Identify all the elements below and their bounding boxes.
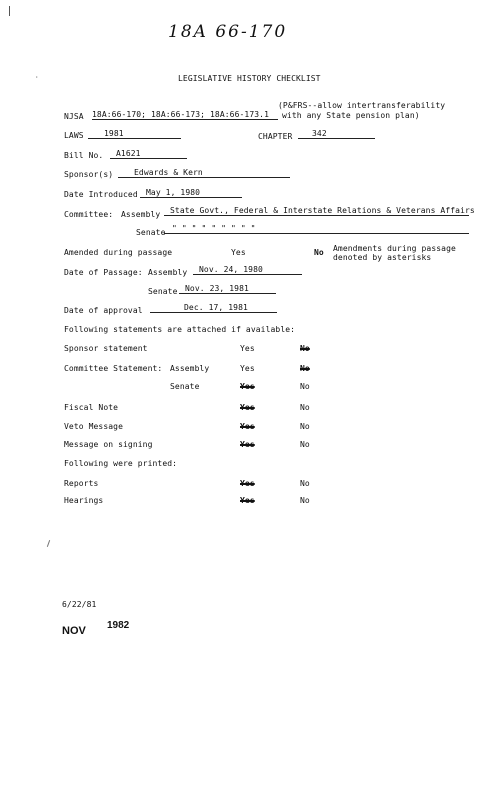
amended-label: Amended during passage xyxy=(64,248,173,257)
committee-senate-value: " " " " " " " " " xyxy=(164,224,469,234)
committee-assembly-value: State Govt., Federal & Interstate Relations & Veterans Affairs xyxy=(164,206,469,216)
njsa-value: 18A:66-170; 18A:66-173; 18A:66-173.1 xyxy=(92,110,278,120)
approval-label: Date of approval xyxy=(64,306,143,315)
hearings-yes: Yes xyxy=(240,496,255,505)
margin-tick: · xyxy=(35,74,39,81)
committee-statement-assembly-no: No xyxy=(300,364,310,373)
edge-mark xyxy=(9,6,10,16)
committee-senate-label: Senate xyxy=(136,228,166,237)
committee-statement-assembly-yes: Yes xyxy=(240,364,255,373)
laws-label: LAWS xyxy=(64,131,84,140)
amended-no: No xyxy=(314,248,324,257)
reports-yes: Yes xyxy=(240,479,255,488)
njsa-note-line2: with any State pension plan) xyxy=(282,111,420,120)
fiscal-note-label: Fiscal Note xyxy=(64,403,119,412)
sponsor-statement-label: Sponsor statement xyxy=(64,344,148,353)
chapter-label: CHAPTER xyxy=(258,132,293,141)
amended-note-line2: denoted by asterisks xyxy=(333,253,432,262)
amended-note-line1: Amendments during passage xyxy=(333,244,456,253)
signing-message-yes: Yes xyxy=(240,440,255,449)
reports-no: No xyxy=(300,479,310,488)
fiscal-note-yes: Yes xyxy=(240,403,255,412)
passage-assembly-label: Assembly xyxy=(148,268,188,277)
hearings-label: Hearings xyxy=(64,496,104,505)
passage-label: Date of Passage: xyxy=(64,268,143,277)
signing-message-label: Message on signing xyxy=(64,440,153,449)
hearings-no: No xyxy=(300,496,310,505)
received-stamp-month: NOV xyxy=(62,625,86,637)
njsa-label: NJSA xyxy=(64,112,84,121)
committee-statement-senate-no: No xyxy=(300,382,310,391)
committee-statement-assembly-label: Assembly xyxy=(170,364,210,373)
committee-statement-senate-label: Senate xyxy=(170,382,200,391)
handwritten-reference: 18A 66-170 xyxy=(168,22,288,42)
committee-statement-label: Committee Statement: xyxy=(64,364,163,373)
received-stamp-year: 1982 xyxy=(107,620,130,631)
sponsor-value: Edwards & Kern xyxy=(118,168,290,178)
passage-senate-value: Nov. 23, 1981 xyxy=(179,284,276,294)
passage-senate-label: Senate xyxy=(148,287,178,296)
sponsor-statement-yes: Yes xyxy=(240,344,255,353)
reports-label: Reports xyxy=(64,479,99,488)
laws-value: 1981 xyxy=(88,129,181,139)
passage-assembly-value: Nov. 24, 1980 xyxy=(193,265,302,275)
veto-message-no: No xyxy=(300,422,310,431)
sponsor-label: Sponsor(s) xyxy=(64,170,114,179)
committee-label: Committee: xyxy=(64,210,114,219)
printed-heading: Following were printed: xyxy=(64,459,178,468)
veto-message-yes: Yes xyxy=(240,422,255,431)
stray-mark xyxy=(47,540,50,547)
amended-yes: Yes xyxy=(231,248,246,257)
committee-statement-senate-yes: Yes xyxy=(240,382,255,391)
fiscal-note-no: No xyxy=(300,403,310,412)
committee-assembly-label: Assembly xyxy=(121,210,161,219)
attached-heading: Following statements are attached if available: xyxy=(64,325,296,334)
footer-date: 6/22/81 xyxy=(62,600,97,609)
sponsor-statement-no: No xyxy=(300,344,310,353)
veto-message-label: Veto Message xyxy=(64,422,123,431)
approval-value: Dec. 17, 1981 xyxy=(150,303,277,313)
njsa-note-line1: (P&FRS--allow intertransferability xyxy=(278,101,446,110)
introduced-label: Date Introduced xyxy=(64,190,138,199)
signing-message-no: No xyxy=(300,440,310,449)
chapter-value: 342 xyxy=(298,129,375,139)
bill-label: Bill No. xyxy=(64,151,104,160)
bill-value: A1621 xyxy=(110,149,187,159)
introduced-value: May 1, 1980 xyxy=(140,188,242,198)
page-title: LEGISLATIVE HISTORY CHECKLIST xyxy=(178,74,321,83)
